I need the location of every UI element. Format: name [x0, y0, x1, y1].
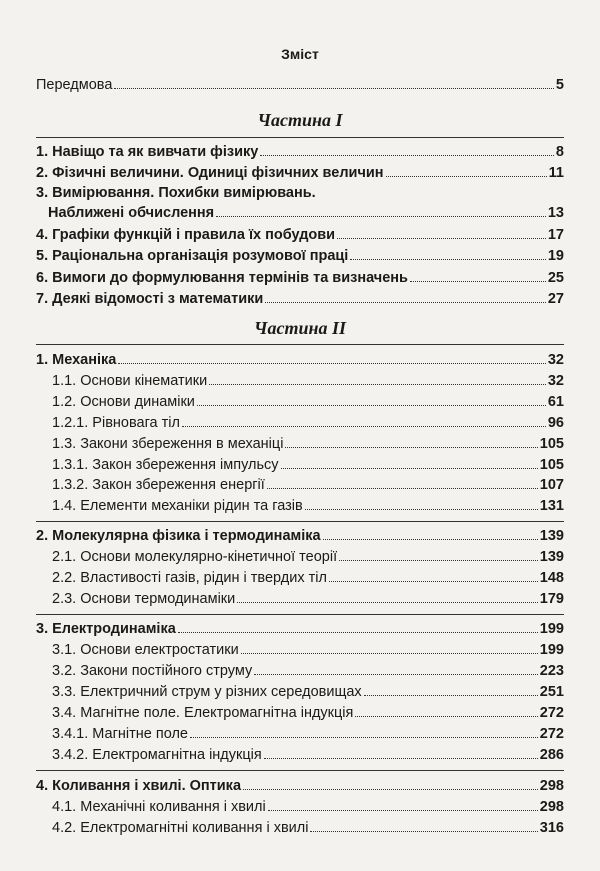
entry-label: 1.3. Закони збереження в механіці — [52, 436, 284, 452]
toc-entry — [52, 590, 564, 608]
leader-dots — [241, 641, 538, 654]
entry-page: 32 — [547, 352, 564, 368]
toc-entry — [52, 746, 564, 764]
toc-entry — [52, 798, 564, 816]
entry-label: 5. Раціональна організація розумової праці — [36, 248, 349, 264]
leader-dots — [209, 372, 546, 385]
leader-dots — [254, 662, 538, 675]
toc-title: Зміст — [281, 46, 319, 62]
divider — [36, 344, 564, 345]
entry-page: 223 — [539, 663, 564, 679]
entry-page: 139 — [539, 528, 564, 544]
entry-label: 3.4. Магнітне поле. Електромагнітна індукція — [52, 705, 354, 721]
entry-page: 298 — [539, 799, 564, 815]
toc-entry — [52, 435, 564, 453]
toc-entry — [36, 269, 564, 287]
entry-page: 286 — [539, 747, 564, 763]
toc-entry — [52, 497, 564, 515]
leader-dots — [281, 456, 538, 469]
toc-entry-line: 3. Вимірювання. Похибки вимірювань. — [36, 185, 316, 201]
entry-label: 4. Графіки функцій і правила їх побудови — [36, 227, 336, 243]
toc-entry — [52, 393, 564, 411]
toc-entry — [48, 204, 564, 222]
entry-page: 316 — [539, 820, 564, 836]
toc-entry — [52, 662, 564, 680]
entry-page: 61 — [547, 394, 564, 410]
entry-page: 27 — [547, 291, 564, 307]
toc-entry-preface — [36, 76, 564, 94]
leader-dots — [114, 76, 554, 89]
entry-page: 17 — [547, 227, 564, 243]
entry-page: 131 — [539, 498, 564, 514]
entry-label: 1.2.1. Рівновага тіл — [52, 415, 180, 431]
toc-section — [36, 351, 564, 369]
leader-dots — [329, 569, 538, 582]
toc-entry — [52, 456, 564, 474]
leader-dots — [178, 620, 538, 633]
entry-label: 1.4. Елементи механіки рідин та газів — [52, 498, 303, 514]
entry-label: 1.2. Основи динаміки — [52, 394, 195, 410]
divider — [36, 521, 564, 522]
leader-dots — [190, 725, 538, 738]
toc-section — [36, 777, 564, 795]
entry-label: 1.1. Основи кінематики — [52, 373, 208, 389]
toc-entry — [52, 683, 564, 701]
entry-page: 148 — [539, 570, 564, 586]
divider — [36, 137, 564, 138]
entry-page: 179 — [539, 591, 564, 607]
entry-page: 25 — [547, 270, 564, 286]
toc-entry — [36, 247, 564, 265]
leader-dots — [323, 527, 538, 540]
entry-label: 2.2. Властивості газів, рідин і твердих тіл — [52, 570, 327, 586]
leader-dots — [237, 590, 538, 603]
toc-entry — [52, 704, 564, 722]
leader-dots — [285, 435, 537, 448]
leader-dots — [305, 497, 538, 510]
entry-label: 1.3.1. Закон збереження імпульсу — [52, 457, 279, 473]
entry-page: 19 — [547, 248, 564, 264]
entry-label: 1.3.2. Закон збереження енергії — [52, 477, 265, 493]
entry-label: 3.2. Закони постійного струму — [52, 663, 253, 679]
entry-label: 3. Електродинаміка — [36, 621, 176, 637]
entry-label: 1. Механіка — [36, 352, 117, 368]
toc-entry — [52, 372, 564, 390]
entry-label: 3.1. Основи електростатики — [52, 642, 239, 658]
entry-page: 251 — [539, 684, 564, 700]
leader-dots — [337, 226, 546, 239]
leader-dots — [182, 414, 546, 427]
entry-label: 2.1. Основи молекулярно-кінетичної теорії — [52, 549, 338, 565]
entry-label: 4.2. Електромагнітні коливання і хвилі — [52, 820, 309, 836]
entry-page: 199 — [539, 621, 564, 637]
divider — [36, 614, 564, 615]
leader-dots — [267, 476, 538, 489]
leader-dots — [350, 247, 546, 260]
entry-page: 105 — [539, 436, 564, 452]
toc-entry — [36, 143, 564, 161]
part-1-heading: Частина I — [257, 110, 343, 130]
entry-page: 32 — [547, 373, 564, 389]
toc-entry — [36, 164, 564, 182]
toc-entry — [52, 548, 564, 566]
toc-entry — [52, 569, 564, 587]
leader-dots — [197, 393, 546, 406]
leader-dots — [268, 798, 538, 811]
toc-entry — [52, 725, 564, 743]
toc-entry — [36, 226, 564, 244]
leader-dots — [264, 746, 538, 759]
entry-page: 139 — [539, 549, 564, 565]
entry-label: 4.1. Механічні коливання і хвилі — [52, 799, 266, 815]
entry-page: 11 — [548, 165, 564, 181]
leader-dots — [243, 777, 538, 790]
entry-label: Передмова — [36, 77, 113, 93]
leader-dots — [386, 164, 547, 177]
leader-dots — [339, 548, 538, 561]
entry-label: 3.4.2. Електромагнітна індукція — [52, 747, 262, 763]
leader-dots — [118, 351, 546, 364]
leader-dots — [410, 269, 546, 282]
entry-page: 5 — [555, 77, 564, 93]
entry-label: 2.3. Основи термодинаміки — [52, 591, 236, 607]
entry-label: 4. Коливання і хвилі. Оптика — [36, 778, 242, 794]
toc-entry — [52, 476, 564, 494]
entry-page: 298 — [539, 778, 564, 794]
entry-label: 1. Навіщо та як вивчати фізику — [36, 144, 259, 160]
entry-label: 6. Вимоги до формулювання термінів та визначень — [36, 270, 408, 286]
part-2-heading: Частина II — [254, 318, 346, 338]
entry-page: 96 — [547, 415, 564, 431]
toc-entry — [36, 290, 564, 308]
toc-entry — [52, 641, 564, 659]
entry-page: 105 — [539, 457, 564, 473]
entry-label: 3.4.1. Магнітне поле — [52, 726, 188, 742]
divider — [36, 770, 564, 771]
toc-entry — [52, 414, 564, 432]
leader-dots — [310, 819, 537, 832]
leader-dots — [265, 290, 546, 303]
entry-page: 107 — [539, 477, 564, 493]
entry-label: 3.3. Електричний струм у різних середовищах — [52, 684, 362, 700]
entry-label: 2. Молекулярна фізика і термодинаміка — [36, 528, 321, 544]
entry-page: 8 — [555, 144, 564, 160]
entry-page: 272 — [539, 726, 564, 742]
toc-entry — [52, 819, 564, 837]
leader-dots — [216, 204, 546, 217]
entry-page: 199 — [539, 642, 564, 658]
entry-label: 2. Фізичні величини. Одиниці фізичних величин — [36, 165, 384, 181]
leader-dots — [355, 704, 537, 717]
entry-label: Наближені обчислення — [48, 205, 215, 221]
leader-dots — [364, 683, 538, 696]
entry-label: 7. Деякі відомості з математики — [36, 291, 264, 307]
entry-page: 13 — [547, 205, 564, 221]
leader-dots — [260, 143, 554, 156]
toc-section — [36, 527, 564, 545]
entry-page: 272 — [539, 705, 564, 721]
toc-section — [36, 620, 564, 638]
